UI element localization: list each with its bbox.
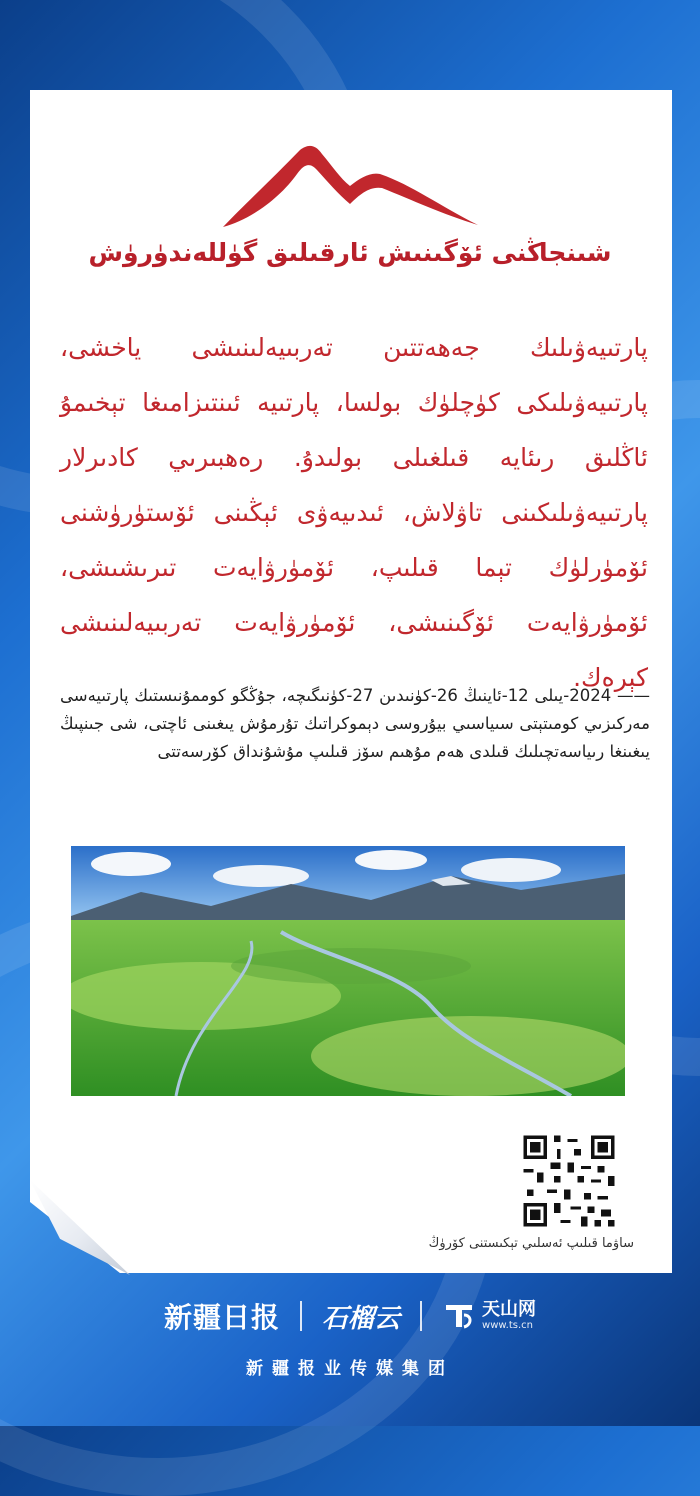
tianshan-net-logo <box>442 1300 536 1332</box>
footer-group-name: 新疆报业传媒集团 <box>246 1359 454 1379</box>
footer-logos <box>0 1296 700 1336</box>
red-mountain-icon <box>220 142 480 232</box>
xinjiang-daily-logo: 新疆日报 <box>163 1301 280 1334</box>
quote-text: پارتىيەۋىلىك جەھەتتىن تەربىيەلىنىشى ياخشى، پارتىيەۋىلىكى كۈچلۈك بولسا، پارتىيە ئىنتىزامىغا تېخىمۇ ئاڭلىق رىئايە قىلغىلى بولىدۇ. رەھبىرىي كادىرلار پارتىيەۋىلىكىنى تاۋلاش، ئىدىيەۋى ئېڭىنى ئۆستۈرۈشنى ئۆمۈرلۈك تېما قىلىپ، ئۆمۈرۋايەت تىرىشىشى، ئۆمۈرۋايەت ئۆگىنىشى، ئۆمۈرۋايەت تەربىيەلىنىشى كېرەك. <box>60 333 648 692</box>
shiliuyun-logo: 石榴云 <box>322 1303 401 1334</box>
grassland-photo <box>71 846 625 1096</box>
qr-code-icon[interactable] <box>520 1132 618 1230</box>
body-text: —— 2024-يىلى 12-ئاينىڭ 26-كۈنىدىن 27-كۈنىگىچە، جۇڭگو كوممۇنىستىك پارتىيەسى مەركىزىي كومىتېتى سىياسىي بيۇروسى دېموكراتىك تۇرمۇش يىغىنى ئاچتى، شى جىنپىڭ يىغىنغا رىياسەتچىلىك قىلدى ھەم مۇھىم سۆز قىلىپ مۇشۇنداق كۆرسەتتى <box>60 686 650 761</box>
page-title: شىنجاڭنى ئۆگىنىش ئارقىلىق گۈللەندۈرۈش <box>88 238 612 267</box>
logo-divider <box>300 1301 302 1331</box>
tianshan-net-icon <box>442 1301 476 1331</box>
logo-divider <box>420 1301 422 1331</box>
qr-caption: ساۋما قىلىپ ئەسلىي تېكىستنى كۆرۈڭ <box>428 1236 634 1251</box>
tianshan-net-name: 天山网 <box>482 1299 537 1320</box>
tianshan-net-url: www.ts.cn <box>482 1320 533 1331</box>
